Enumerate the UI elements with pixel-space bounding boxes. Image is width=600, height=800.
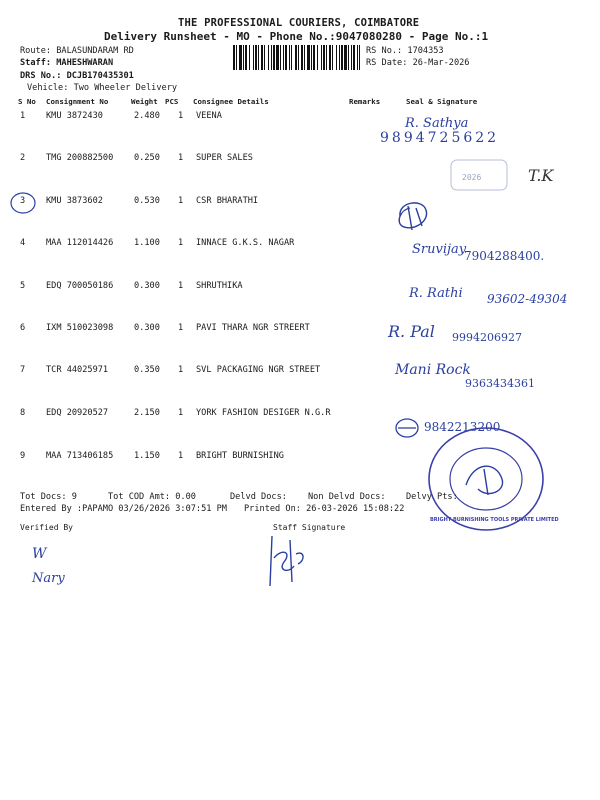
row-weight: 0.530	[134, 196, 160, 206]
row-sno: 1	[20, 111, 26, 121]
phone-row-4: 7904288400.	[464, 249, 545, 263]
phone-row-1: 9894725622	[380, 130, 500, 146]
row-sno: 2	[20, 153, 26, 163]
row-pcs: 1	[178, 281, 184, 291]
row-consignment: TMG 200882500	[46, 153, 114, 163]
row-sno: 7	[20, 365, 26, 375]
signature-row-4: Sruvijay	[412, 242, 467, 257]
row-consignment: EDQ 20920527	[46, 408, 109, 418]
signature-row-6: R. Pal	[388, 322, 435, 341]
row-pcs: 1	[178, 451, 184, 461]
runsheet-subtitle: Delivery Runsheet - MO - Phone No.:9047080280 - Page No.:1	[104, 30, 489, 43]
signature-row-5: R. Rathi	[409, 286, 463, 301]
col-consignee: Consignee Details	[193, 97, 269, 106]
printed-on: Printed On: 26-03-2026 15:08:22	[244, 504, 405, 514]
signature-row-3	[392, 196, 442, 236]
non-delivered-docs: Non Delvd Docs:	[308, 492, 386, 502]
col-pcs: PCS	[165, 97, 179, 106]
row-sno: 6	[20, 323, 26, 333]
mark-row-2: T.K	[528, 166, 554, 185]
phone-row-5: 93602-49304	[487, 292, 568, 306]
phone-row-8: 9842213200	[424, 420, 501, 434]
document-title: THE PROFESSIONAL COURIERS, COIMBATORE	[178, 17, 420, 29]
verified-initials-2: Nary	[32, 571, 65, 586]
row-pcs: 1	[178, 196, 184, 206]
signature-row-1: R. Sathya	[405, 116, 469, 131]
row-pcs: 1	[178, 323, 184, 333]
row-sno: 4	[20, 238, 26, 248]
row-weight: 1.100	[134, 238, 160, 248]
row-consignment: KMU 3872430	[46, 111, 103, 121]
row-consignee: CSR BHARATHI	[196, 196, 259, 206]
barcode	[233, 45, 363, 70]
row-pcs: 1	[178, 111, 184, 121]
delivery-points: Delvy Pts:	[406, 492, 458, 502]
row-weight: 0.250	[134, 153, 160, 163]
col-sno: S No	[18, 97, 36, 106]
row-pcs: 1	[178, 238, 184, 248]
delivered-docs: Delvd Docs:	[230, 492, 287, 502]
stamp-text: BRIGHT BURNISHING TOOLS PRIVATE LIMITED	[430, 517, 559, 523]
row-sno: 9	[20, 451, 26, 461]
row-weight: 1.150	[134, 451, 160, 461]
row-weight: 2.480	[134, 111, 160, 121]
phone-row-7: 9363434361	[465, 377, 535, 390]
rs-number: RS No.: 1704353	[366, 46, 444, 56]
row-pcs: 1	[178, 153, 184, 163]
staff-signature-scribble	[262, 530, 312, 590]
row-consignment: EDQ 700050186	[46, 281, 114, 291]
row-consignment: MAA 713406185	[46, 451, 114, 461]
route-label: Route: BALASUNDARAM RD	[20, 46, 134, 56]
row-weight: 0.300	[134, 281, 160, 291]
row-consignee: SUPER SALES	[196, 153, 253, 163]
row-consignee: SVL PACKAGING NGR STREET	[196, 365, 321, 375]
staff-label: Staff: MAHESHWARAN	[20, 58, 114, 68]
row-weight: 0.350	[134, 365, 160, 375]
company-stamp	[426, 425, 559, 533]
row-weight: 2.150	[134, 408, 160, 418]
row-sno: 8	[20, 408, 26, 418]
verified-initials-1: W	[32, 546, 47, 562]
row-consignee: SHRUTHIKA	[196, 281, 243, 291]
signature-row-7: Mani Rock	[395, 362, 471, 378]
col-consignment: Consignment No	[46, 97, 109, 106]
col-seal-signature: Seal & Signature	[406, 97, 478, 106]
rs-date: RS Date: 26-Mar-2026	[366, 58, 470, 68]
row-consignment: IXM 510023098	[46, 323, 114, 333]
total-cod-amount: Tot COD Amt: 0.00	[108, 492, 196, 502]
col-remarks: Remarks	[349, 97, 381, 106]
col-weight: Weight	[131, 97, 158, 106]
circle-mark-row-8	[392, 416, 422, 440]
row-consignment: MAA 112014426	[46, 238, 114, 248]
verified-by-label: Verified By	[20, 523, 73, 532]
row-consignee: PAVI THARA NGR STREERT	[196, 323, 310, 333]
row-sno: 3	[20, 196, 26, 206]
row-pcs: 1	[178, 408, 184, 418]
row-consignee: YORK FASHION DESIGER N.G.R	[196, 408, 331, 418]
row-3-circle-mark	[8, 190, 38, 216]
staff-signature-label: Staff Signature	[273, 523, 346, 532]
row-consignee: BRIGHT BURNISHING	[196, 451, 284, 461]
total-docs: Tot Docs: 9	[20, 492, 77, 502]
row-consignment: KMU 3873602	[46, 196, 103, 206]
row-weight: 0.300	[134, 323, 160, 333]
svg-text:2026: 2026	[462, 173, 482, 182]
drs-number: DRS No.: DCJB170435301	[20, 71, 134, 81]
entered-by: Entered By :PAPAMO 03/26/2026 3:07:51 PM	[20, 504, 227, 514]
vehicle-label: Vehicle: Two Wheeler Delivery	[27, 83, 178, 93]
row-consignment: TCR 44025971	[46, 365, 109, 375]
row-consignee: VEENA	[196, 111, 222, 121]
phone-row-6: 9994206927	[452, 331, 522, 344]
faint-seal-row-2	[448, 150, 528, 200]
row-consignee: INNACE G.K.S. NAGAR	[196, 238, 295, 248]
row-sno: 5	[20, 281, 26, 291]
row-pcs: 1	[178, 365, 184, 375]
